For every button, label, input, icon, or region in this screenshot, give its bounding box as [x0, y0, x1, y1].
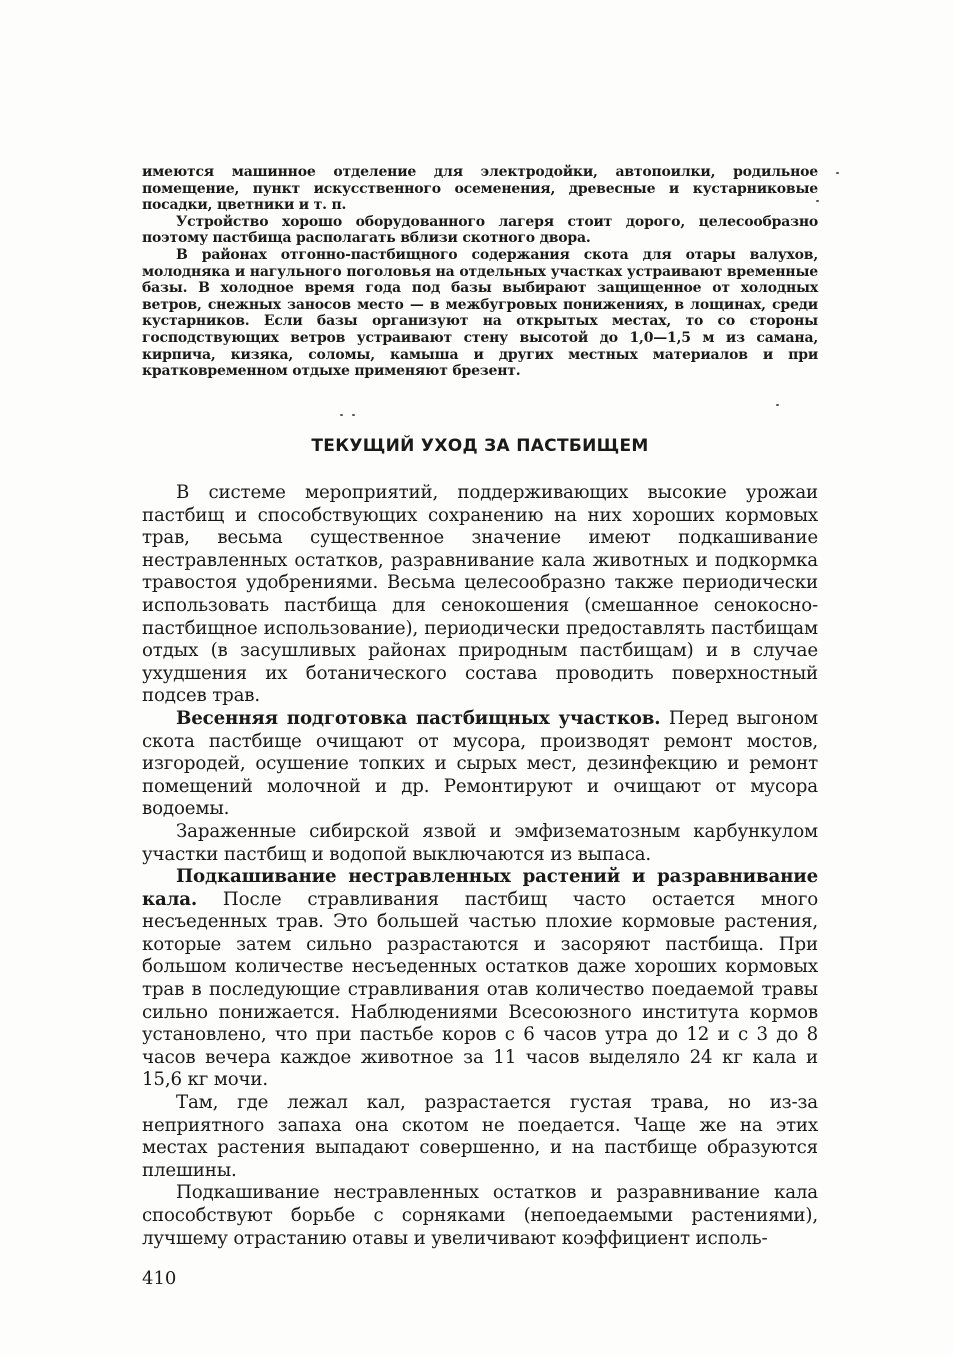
top-text-block [142, 164, 818, 380]
subheading-mowing: Подкашивание нестравленных растений и разравнивание кала. [142, 866, 818, 910]
paragraph-infected-areas: Зараженные сибирской язвой и эмфизематозным карбункулом участки пастбищ и водопой выключаются из выпаса. [142, 820, 818, 865]
paragraph-temporary-bases: В районах отгонно-пастбищного содержания скота для отары валухов, молодняка и нагульного поголовья на отдельных участках устраивают временные базы. В холодное время года под базы выбирают защищенное от холодных ветров, снежных заносов место — в межбугровых понижениях, в лощинах, среди кустарников. Если базы организуют на открытых местах, то со стороны господствующих ветров устраивают стену высотой до 1,0—1,5 м из самана, кирпича, кизяка, соломы, камыша и других местных материалов и при кратковременном отдыхе применяют брезент. [142, 246, 818, 380]
main-text-block [142, 482, 818, 1250]
print-speck [776, 404, 779, 406]
paragraph-benefits: Подкашивание нестравленных остатков и разравнивание кала способствуют борьбе с сорняками (непоедаемыми растениями), лучшему отрастанию отавы и увеличивают коэффициент исполь- [142, 1182, 818, 1249]
print-speck [816, 200, 819, 202]
paragraph-equipment: имеются машинное отделение для электродойки, автопоилки, родильное помещение, пункт искусственного осеменения, древесные и кустарниковые посадки, цветники и т. п. [142, 164, 818, 214]
page-number: 410 [142, 1268, 177, 1289]
subheading-spring-prep: Весенняя подготовка пастбищных участков. [176, 707, 661, 729]
paragraph-spring-prep: Весенняя подготовка пастбищных участков. Перед выгоном скота пастбище очищают от мусора, производят ремонт мостов, изгородей, осушение топких и сырых мест, дезинфекцию и ремонт помещений молочной и др. Ремонтируют и очищают от мусора водоемы. [142, 707, 818, 820]
print-speck [836, 172, 839, 174]
paragraph-mowing: Подкашивание нестравленных растений и разравнивание кала. После стравливания пастбищ часто остается много несъеденных трав. Это большей частью плохие кормовые растения, которые затем сильно разрастаются и засоряют пастбища. При большом количестве несъеденных остатков даже хороших кормовых трав в последующие стравливания отав количество поедаемой травы сильно понижается. Наблюдениями Всесоюзного института кормов установлено, что при пастьбе коров с 6 часов утра до 12 и с 3 до 8 часов вечера каждое животное за 11 часов выделяло 24 кг кала и 15,6 кг мочи. [142, 866, 818, 1091]
paragraph-dung-spots: Там, где лежал кал, разрастается густая трава, но из-за неприятного запаха она скотом не поедается. Чаще же на этих местах растения выпадают совершенно, и на пастбище образуются плешины. [142, 1092, 818, 1181]
section-heading: ТЕКУЩИЙ УХОД ЗА ПАСТБИЩЕМ [311, 436, 649, 456]
print-speck [340, 414, 343, 416]
paragraph-intro: В системе мероприятий, поддерживающих высокие урожаи пастбищ и способствующих сохранению на них хороших кормовых трав, весьма существенное значение имеют подкашивание нестравленных остатков, разравнивание кала животных и подкормка травостоя удобрениями. Весьма целесообразно также периодически использовать пастбища для сенокошения (смешанное сенокосно-пастбищное использование), периодически предоставлять пастбищам отдых (в засушливых районах природным пастбищам) и в случае ухудшения их ботанического состава проводить поверхностный подсев трав. [142, 482, 818, 707]
print-speck [352, 414, 355, 416]
paragraph-camp-cost: Устройство хорошо оборудованного лагеря стоит дорого, целесообразно поэтому пастбища располагать вблизи скотного двора. [142, 213, 818, 247]
